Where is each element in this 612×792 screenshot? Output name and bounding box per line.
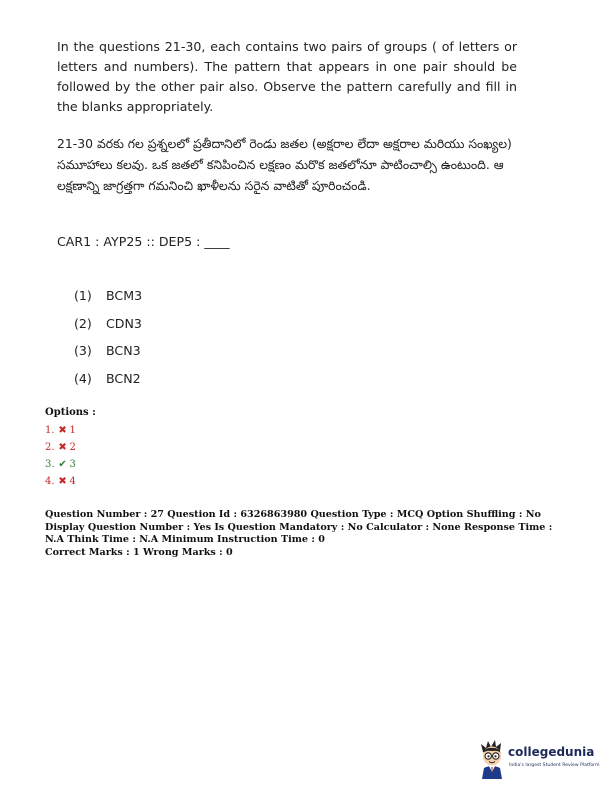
choice-text: BCM3 (106, 288, 143, 303)
answer-choice (74, 343, 142, 371)
question-text-telugu: 21-30 వరకు గల ప్రశ్నలలో ప్రతీదానిలో రెండు జతల (అక్షరాల లేదా అక్షరాల మరియు సంఖ్యల) సమూహాలు కలవు. ఒక జతలో కనిపించిన లక్షణం మరొక జతలోనూ పాటించాల్సి ఉంటుంది. ఆ లక్షణాన్ని జాగ్రత్తగా గమనించి ఖాళీలను సరైన వాటితో పూరించండి. (57, 136, 512, 193)
choice-text: BCN3 (106, 343, 141, 358)
choice-text: BCN2 (106, 370, 141, 386)
option-value: 2 (69, 442, 76, 453)
option-item (45, 441, 76, 458)
option-index: 1. (45, 425, 55, 436)
answer-choices (74, 288, 142, 398)
answer-choice (74, 371, 142, 399)
option-item (45, 475, 76, 492)
option-index: 4. (45, 476, 55, 487)
logo-tagline: India's largest Student Review Platform (509, 763, 600, 768)
option-index: 2. (45, 442, 55, 453)
option-item (45, 458, 76, 475)
marks-info: Correct Marks : 1 Wrong Marks : 0 (45, 547, 233, 558)
choice-text: CDN3 (106, 315, 142, 331)
cross-icon: ✖ (58, 442, 67, 453)
options-list (45, 424, 76, 492)
choice-number: (4) (74, 370, 92, 386)
question-metadata: Question Number : 27 Question Id : 6326863980 Question Type : MCQ Option Shuffling : No Display Question Number : Yes Is Question Mandatory : No Calculator : None Response Time : N.A Think Time : N.A Minimum Instruction Time : 0 (45, 509, 553, 545)
options-label: Options : (45, 407, 96, 418)
option-item (45, 424, 76, 441)
collegedunia-logo (478, 739, 608, 783)
student-mascot-icon (478, 739, 506, 779)
check-icon: ✔ (58, 459, 67, 470)
option-value: 1 (69, 425, 76, 436)
cross-icon: ✖ (58, 476, 67, 487)
cross-icon: ✖ (58, 425, 67, 436)
option-index: 3. (45, 459, 55, 470)
answer-choice (74, 288, 142, 316)
question-text-english: In the questions 21-30, each contains two pairs of groups ( of letters or letters and numbers). The pattern that appears in one pair should be followed by the other pair also. Observe the pattern carefully and fill in the blanks appropriately. (57, 39, 517, 114)
choice-number: (2) (74, 315, 92, 331)
option-value: 3 (69, 459, 76, 470)
logo-wordmark: collegedunia (508, 745, 595, 759)
answer-choice (74, 316, 142, 344)
choice-number: (3) (74, 343, 92, 358)
choice-number: (1) (74, 288, 92, 303)
question-series: CAR1 : AYP25 :: DEP5 : ____ (57, 234, 230, 249)
option-value: 4 (69, 476, 76, 487)
